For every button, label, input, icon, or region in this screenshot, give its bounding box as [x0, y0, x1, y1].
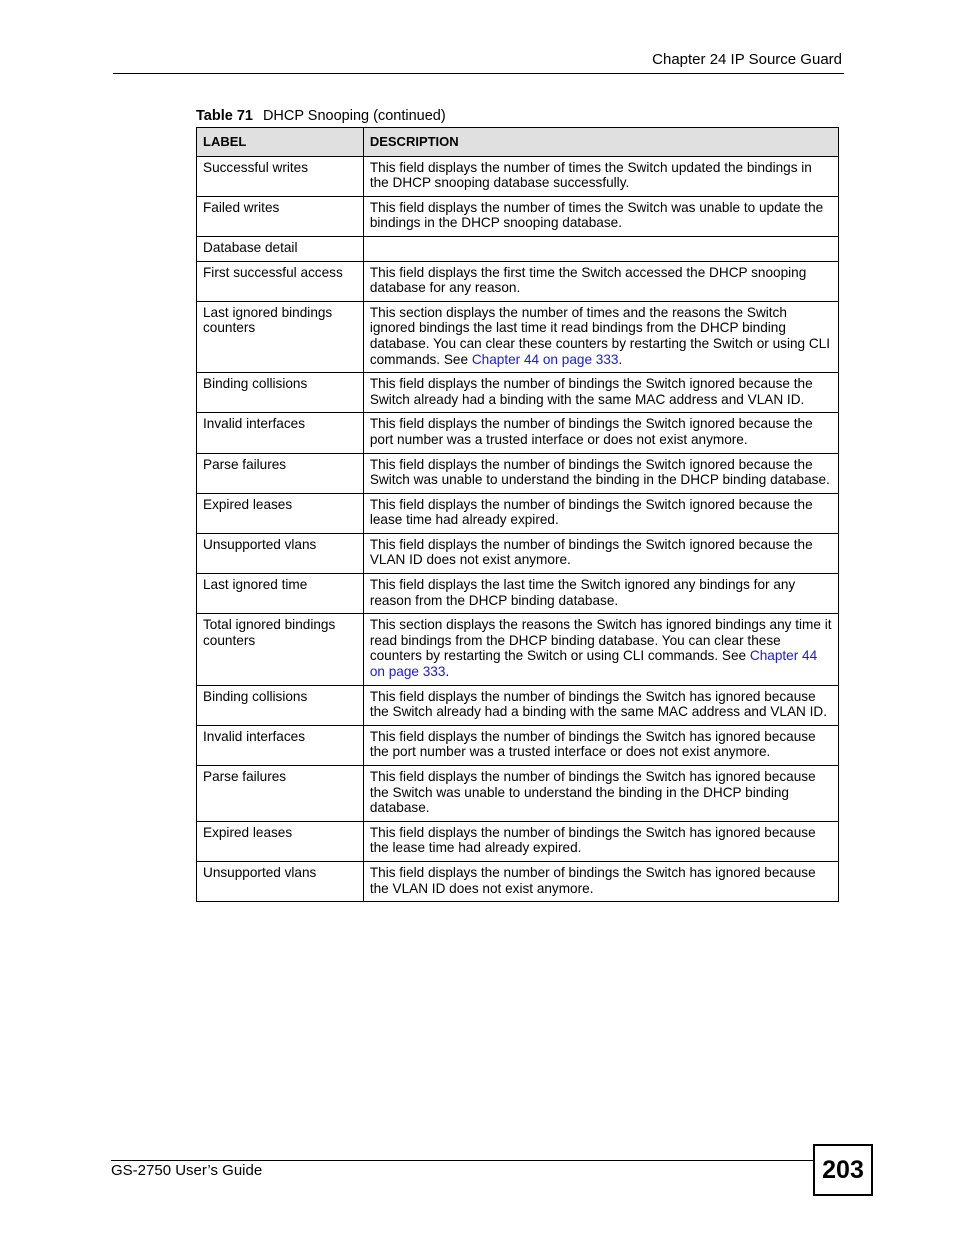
cross-reference-link[interactable]: Chapter 44 on page 333: [369, 648, 818, 680]
row-label: First successful access: [197, 261, 364, 301]
table-body: [197, 156, 839, 902]
column-header-description: DESCRIPTION: [363, 128, 838, 157]
row-description: [363, 861, 838, 901]
description-text: This field displays the number of bindings the Switch ignored because the lease time had already expired.: [369, 496, 813, 528]
row-label: Invalid interfaces: [197, 725, 364, 765]
description-text: This field displays the number of times the Switch was unable to update the bindings in the DHCP snooping database.: [369, 199, 824, 231]
row-label: Parse failures: [197, 453, 364, 493]
row-label: Unsupported vlans: [197, 861, 364, 901]
row-label: Last ignored bindings counters: [197, 301, 364, 372]
description-text: This field displays the number of bindings the Switch has ignored because the VLAN ID does not exist anymore.: [369, 864, 816, 896]
page-number: 203: [813, 1144, 873, 1196]
row-description: [363, 236, 838, 261]
dhcp-snooping-table: [196, 127, 839, 902]
row-description: [363, 614, 838, 685]
row-label: Total ignored bindings counters: [197, 614, 364, 685]
table-row: [197, 236, 839, 261]
row-description: [363, 373, 838, 413]
table-title: DHCP Snooping (continued): [262, 108, 446, 124]
row-description: [363, 413, 838, 453]
row-description: [363, 574, 838, 614]
row-description: [363, 196, 838, 236]
description-text: This section displays the number of times and the reasons the Switch ignored bindings the last time it read bindings from the DHCP binding database. You can clear these counters by restarting the Switch or using CLI commands. See: [369, 304, 831, 367]
row-label: Database detail: [197, 236, 364, 261]
row-description: [363, 725, 838, 765]
description-text: This field displays the number of bindings the Switch ignored because the port number was a trusted interface or does not exist anymore.: [369, 416, 813, 447]
table-row: [197, 301, 839, 372]
row-label: Parse failures: [197, 766, 364, 822]
row-label: Binding collisions: [197, 373, 364, 413]
chapter-title: Chapter 24 IP Source Guard: [652, 51, 842, 68]
table-row: [197, 413, 839, 453]
table-row: [197, 861, 839, 901]
description-text: This field displays the first time the Switch accessed the DHCP snooping database for any reason.: [369, 264, 807, 296]
row-label: Failed writes: [197, 196, 364, 236]
table-row: [197, 725, 839, 765]
description-text: This field displays the last time the Switch ignored any bindings for any reason from the DHCP binding database.: [369, 577, 796, 608]
table-row: [197, 261, 839, 301]
row-description: [363, 821, 838, 861]
footer-divider: [111, 1160, 814, 1161]
table-row: [197, 196, 839, 236]
row-description: [363, 453, 838, 493]
row-description: [363, 685, 838, 725]
table-row: [197, 156, 839, 196]
description-text: This field displays the number of bindings the Switch has ignored because the lease time had already expired.: [369, 824, 816, 856]
row-label: Expired leases: [197, 821, 364, 861]
table-row: [197, 766, 839, 822]
row-description: [363, 493, 838, 533]
row-label: Unsupported vlans: [197, 533, 364, 573]
description-text: This field displays the number of bindings the Switch ignored because the Switch already had a binding with the same MAC address and VLAN ID.: [369, 376, 813, 407]
table-row: [197, 493, 839, 533]
row-label: Last ignored time: [197, 574, 364, 614]
row-label: Invalid interfaces: [197, 413, 364, 453]
table-row: [197, 685, 839, 725]
row-label: Expired leases: [197, 493, 364, 533]
description-text: This field displays the number of bindings the Switch ignored because the VLAN ID does not exist anymore.: [369, 536, 813, 568]
table-caption: [196, 108, 446, 124]
table-number: Table 71: [196, 108, 253, 124]
table-row: [197, 533, 839, 573]
description-text: This section displays the reasons the Switch has ignored bindings any time it read bindings from the DHCP binding database. You can clear these counters by restarting the Switch or using CLI commands. See: [369, 617, 832, 664]
table-header-row: [197, 128, 839, 157]
guide-title: GS-2750 User’s Guide: [111, 1162, 263, 1179]
row-label: Binding collisions: [197, 685, 364, 725]
table-row: [197, 574, 839, 614]
description-text: This field displays the number of bindings the Switch has ignored because the Switch was unable to understand the binding in the DHCP binding database.: [369, 769, 816, 816]
column-header-label: LABEL: [197, 128, 364, 157]
row-description: [363, 301, 838, 372]
description-text: This field displays the number of times the Switch updated the bindings in the DHCP snooping database successfully.: [369, 159, 812, 191]
cross-reference-link[interactable]: Chapter 44 on page 333: [471, 351, 619, 367]
table-row: [197, 453, 839, 493]
description-text: This field displays the number of bindings the Switch has ignored because the port number was a trusted interface or does not exist anymore.: [369, 728, 816, 760]
row-description: [363, 156, 838, 196]
row-description: [363, 533, 838, 573]
row-label: Successful writes: [197, 156, 364, 196]
row-description: [363, 766, 838, 822]
description-text-end: .: [445, 664, 450, 680]
row-description: [363, 261, 838, 301]
table-row: [197, 614, 839, 685]
table-row: [197, 373, 839, 413]
header-divider: [113, 73, 844, 74]
table-row: [197, 821, 839, 861]
description-text: This field displays the number of bindings the Switch ignored because the Switch was unable to understand the binding in the DHCP binding database.: [369, 456, 830, 488]
description-text: This field displays the number of bindings the Switch has ignored because the Switch already had a binding with the same MAC address and VLAN ID.: [369, 688, 827, 720]
description-text-end: .: [618, 351, 623, 367]
